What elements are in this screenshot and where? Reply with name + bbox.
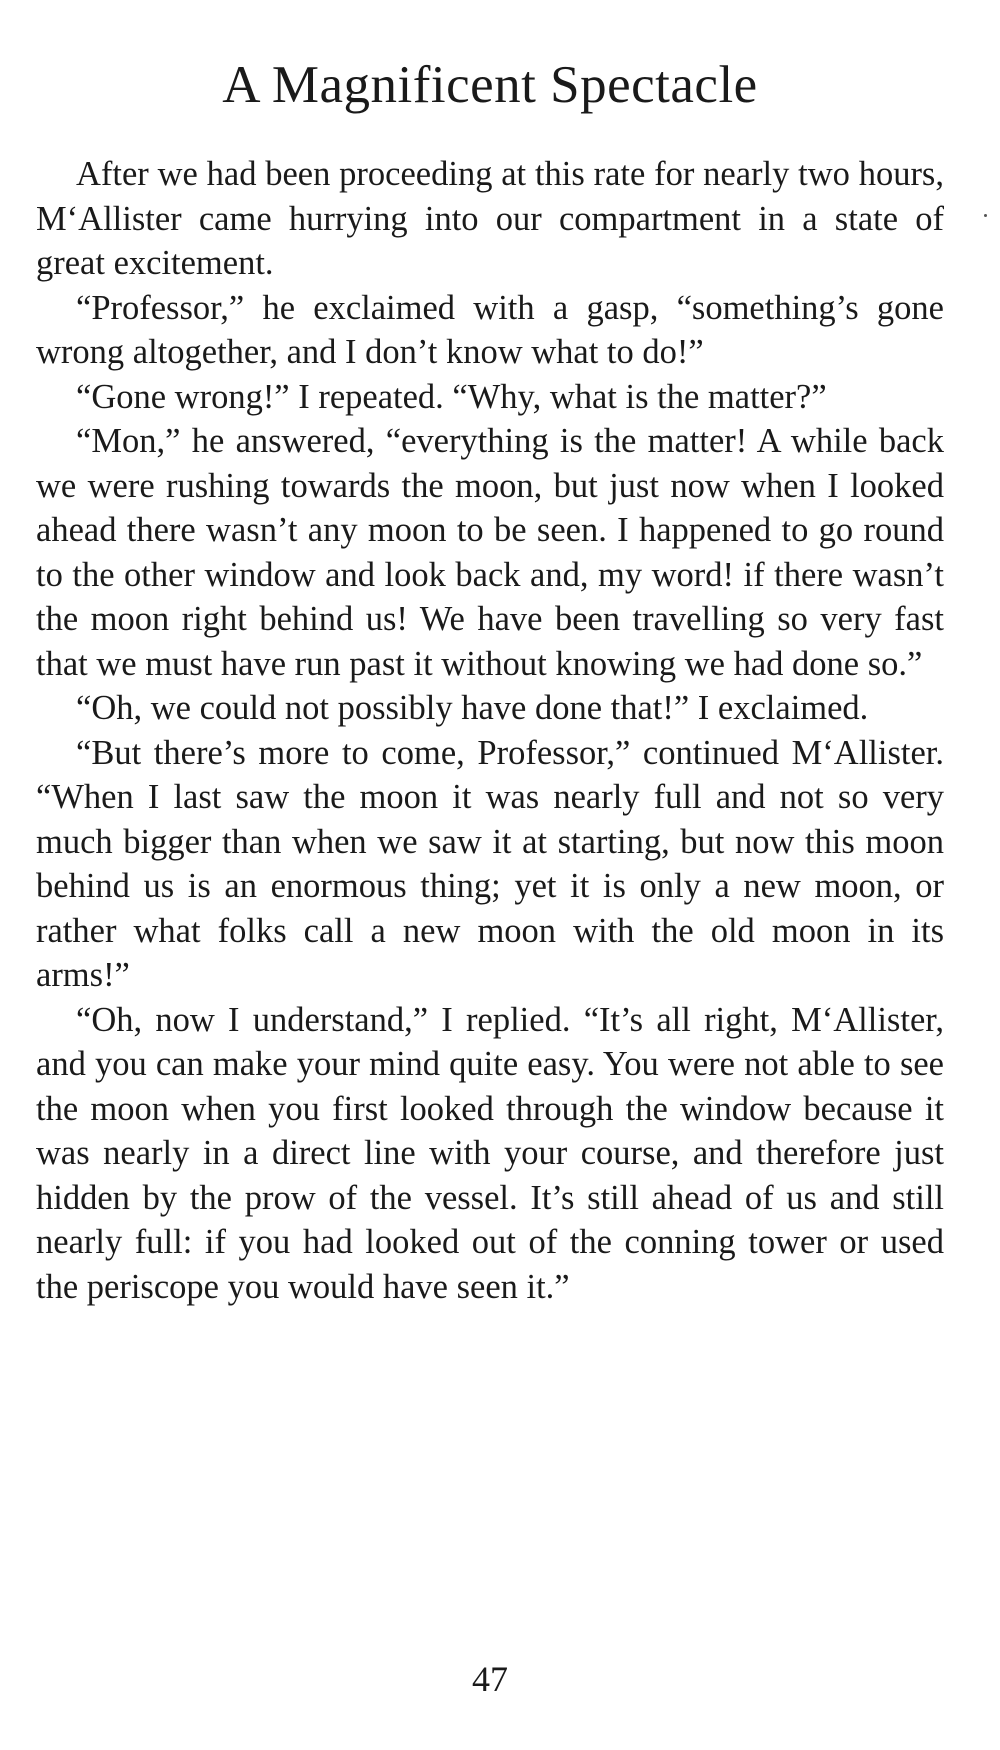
paragraph: After we had been proceeding at this rate for nearly two hours, M‘Allister came hurrying into our compartment in a state of great excitement. [36, 155, 944, 282]
paragraph: “Professor,” he exclaimed with a gasp, “something’s gone wrong altogether, and I don’t know what to do!” [36, 288, 944, 371]
chapter-title: A Magnificent Spectacle [222, 56, 758, 114]
body-text [36, 152, 944, 1309]
page-number: 47 [472, 1659, 508, 1699]
paragraph: “But there’s more to come, Professor,” continued M‘Allister. “When I last saw the moon it was nearly full and not so very much bigger than when we saw it at starting, but now this moon behind us is an enormous thing; yet it is only a new moon, or rather what folks call a new moon with the old moon in its arms!” [36, 733, 944, 994]
margin-speck [984, 214, 987, 217]
paragraph: “Oh, now I understand,” I replied. “It’s all right, M‘Allister, and you can make your mind quite easy. You were not able to see the moon when you first looked through the window because it was nearly in a direct line with your course, and therefore just hidden by the prow of the vessel. It’s still ahead of us and still nearly full: if you had looked out of the conning tower or used the periscope you would have seen it.” [36, 1000, 944, 1306]
paragraph: “Oh, we could not possibly have done that!” I exclaimed. [76, 689, 869, 727]
paragraph: “Gone wrong!” I repeated. “Why, what is the matter?” [76, 377, 827, 416]
paragraph: “Mon,” he answered, “everything is the matter! A while back we were rushing towards the moon, but just now when I looked ahead there wasn’t any moon to be seen. I happened to go round to the other window and look back and, my word! if there wasn’t the moon right behind us! We have been travelling so very fast that we must have run past it without knowing we had done so.” [36, 422, 944, 683]
